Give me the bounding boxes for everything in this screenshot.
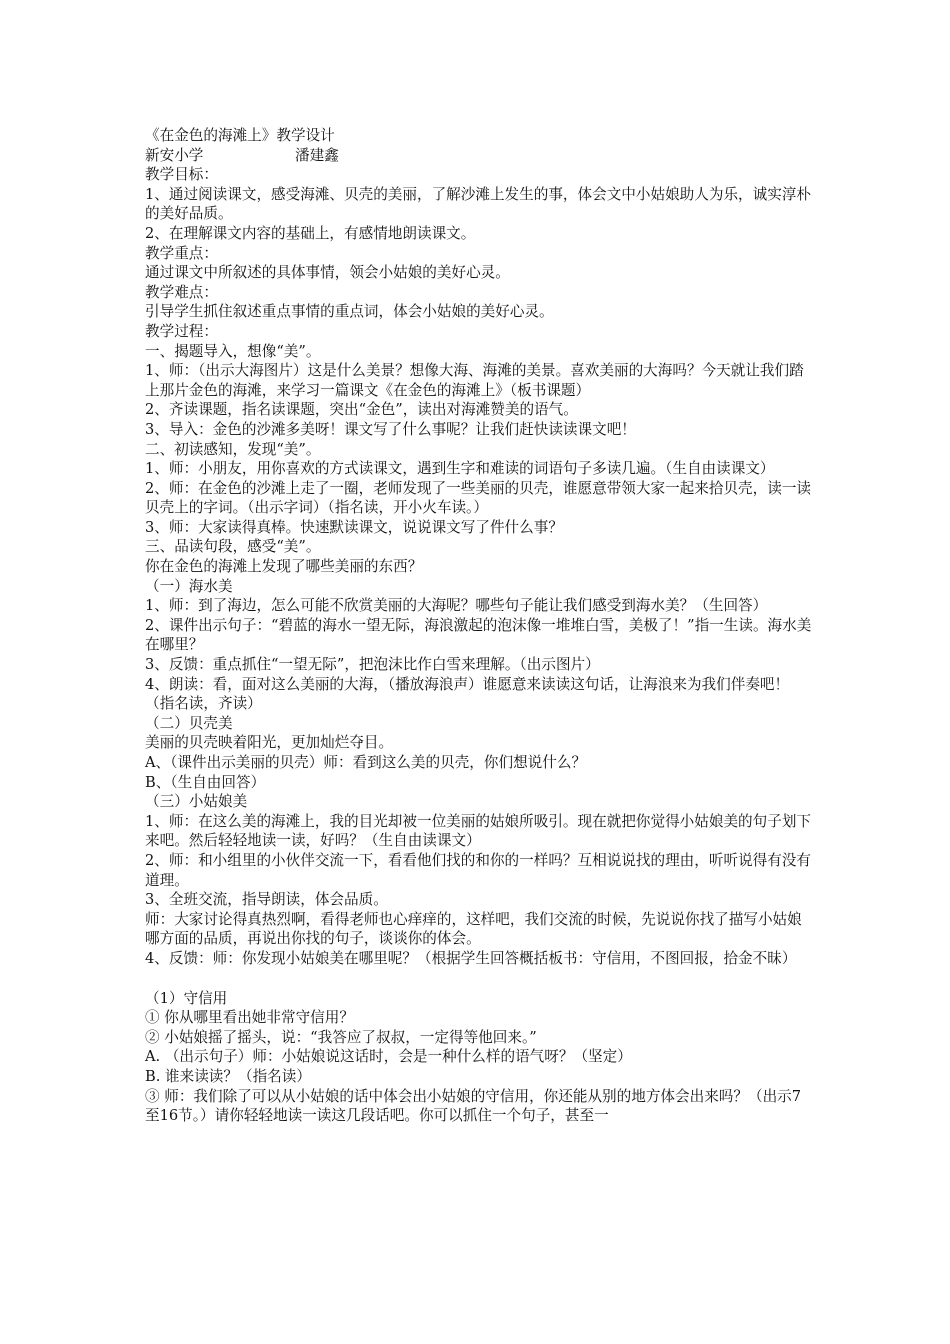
paragraph-line: 2、师：和小组里的小伙伴交流一下，看看他们找的和你的一样吗？互相说说找的理由，听听说得有没有道理。 bbox=[145, 851, 812, 889]
paragraph-line: 1、通过阅读课文，感受海滩、贝壳的美丽，了解沙滩上发生的事，体会文中小姑娘助人为乐，诚实淳朴的美好品质。 bbox=[145, 185, 812, 223]
paragraph-line: ② 小姑娘摇了摇头，说：“我答应了叔叔，一定得等他回来。” bbox=[145, 1028, 537, 1046]
paragraph-line: 3、导入：金色的沙滩多美呀！课文写了什么事呢？让我们赶快读读课文吧！ bbox=[145, 420, 636, 438]
paragraph-line: 师：大家讨论得真热烈啊，看得老师也心痒痒的，这样吧，我们交流的时候，先说说你找了描写小姑娘哪方面的品质，再说出你找的句子，谈谈你的体会。 bbox=[145, 910, 802, 948]
paragraph-line: 引导学生抓住叙述重点事情的重点词，体会小姑娘的美好心灵。 bbox=[145, 303, 554, 321]
paragraph-line: 1、师：到了海边，怎么可能不欣赏美丽的大海呢？哪些句子能让我们感受到海水美？（生回答） bbox=[145, 597, 768, 615]
paragraph-line: B. 谁来读读？（指名读） bbox=[145, 1067, 311, 1085]
school-name: 新安小学 bbox=[145, 146, 204, 164]
author-name: 潘建鑫 bbox=[295, 146, 339, 164]
document-page bbox=[145, 126, 812, 1126]
paragraph-line: 教学重点： bbox=[145, 244, 218, 262]
paragraph-line: A. （出示句子）师：小姑娘说这话时，会是一种什么样的语气呀？（坚定） bbox=[145, 1048, 632, 1066]
paragraph-line: 三、品读句段，感受“美”。 bbox=[145, 538, 321, 556]
paragraph-line: 美丽的贝壳映着阳光，更加灿烂夺目。 bbox=[145, 734, 394, 752]
paragraph-line: 3、全班交流，指导朗读，体会品质。 bbox=[145, 891, 388, 909]
paragraph-line: （一）海水美 bbox=[145, 577, 233, 595]
paragraph-line: 3、师：大家读得真棒。快速默读课文，说说课文写了件什么事？ bbox=[145, 518, 563, 536]
paragraph-line: 2、课件出示句子：“碧蓝的海水一望无际，海浪激起的泡沫像一堆堆白雪，美极了！”指一生读。海水美在哪里？ bbox=[145, 616, 812, 654]
paragraph-line: ① 你从哪里看出她非常守信用？ bbox=[145, 1009, 354, 1027]
paragraph-line: 4、朗读：看，面对这么美丽的大海，（播放海浪声）谁愿意来读读这句话，让海浪来为我们伴奏吧！（指名读，齐读） bbox=[145, 675, 790, 713]
paragraph-line: 2、齐读课题，指名读课题，突出“金色”，读出对海滩赞美的语气。 bbox=[145, 401, 578, 419]
body-section-a bbox=[145, 165, 812, 968]
paragraph-line: 2、师：在金色的沙滩上走了一圈，老师发现了一些美丽的贝壳，谁愿意带领大家一起来拾贝壳，读一读贝壳上的字词。（出示字词）（指名读，开小火车读。） bbox=[145, 479, 812, 517]
paragraph-line: 教学过程： bbox=[145, 322, 218, 340]
paragraph-line: 2、在理解课文内容的基础上，有感情地朗读课文。 bbox=[145, 224, 476, 242]
document-title: 《在金色的海滩上》教学设计 bbox=[145, 127, 335, 144]
paragraph-line: A、（课件出示美丽的贝壳）师：看到这么美的贝壳，你们想说什么？ bbox=[145, 754, 587, 771]
paragraph-line: （二）贝壳美 bbox=[145, 714, 233, 732]
paragraph-line: 通过课文中所叙述的具体事情，领会小姑娘的美好心灵。 bbox=[145, 264, 510, 282]
author-line bbox=[145, 146, 812, 166]
paragraph-line: 4、反馈：师：你发现小姑娘美在哪里呢？（根据学生回答概括板书：守信用，不图回报，拾金不昧） bbox=[145, 949, 797, 967]
paragraph-line: ③ 师：我们除了可以从小姑娘的话中体会出小姑娘的守信用，你还能从别的地方体会出来吗？（出示7至16节。）请你轻轻地读一读这几段话吧。你可以抓住一个句子，甚至一 bbox=[145, 1087, 802, 1125]
paragraph-line: 教学目标： bbox=[145, 166, 218, 184]
paragraph-line: 1、师：在这么美的海滩上，我的目光却被一位美丽的姑娘所吸引。现在就把你觉得小姑娘美的句子划下来吧。然后轻轻地读一读，好吗？（生自由读课文） bbox=[145, 812, 812, 850]
paragraph-line: （1）守信用 bbox=[145, 989, 228, 1007]
paragraph-line: 二、初读感知，发现“美”。 bbox=[145, 440, 321, 458]
paragraph-line: 1、师：（出示大海图片）这是什么美景？想像大海、海滩的美景。喜欢美丽的大海吗？今天就让我们踏上那片金色的海滩，来学习一篇课文《在金色的海滩上》（板书课题） bbox=[145, 362, 804, 399]
blank-line bbox=[145, 969, 812, 989]
paragraph-line: 教学难点： bbox=[145, 283, 218, 301]
paragraph-line: 3、反馈：重点抓住“一望无际”，把泡沫比作白雪来理解。（出示图片） bbox=[145, 656, 600, 674]
paragraph-line: 你在金色的海滩上发现了哪些美丽的东西？ bbox=[145, 558, 423, 576]
paragraph-line: 一、揭题导入，想像“美”。 bbox=[145, 342, 321, 360]
paragraph-line: B、（生自由回答） bbox=[145, 773, 266, 791]
body-section-b bbox=[145, 989, 812, 1126]
paragraph-line: 1、师：小朋友，用你喜欢的方式读课文，遇到生字和难读的词语句子多读几遍。（生自由读课文） bbox=[145, 460, 775, 478]
paragraph-line: （三）小姑娘美 bbox=[145, 793, 248, 811]
